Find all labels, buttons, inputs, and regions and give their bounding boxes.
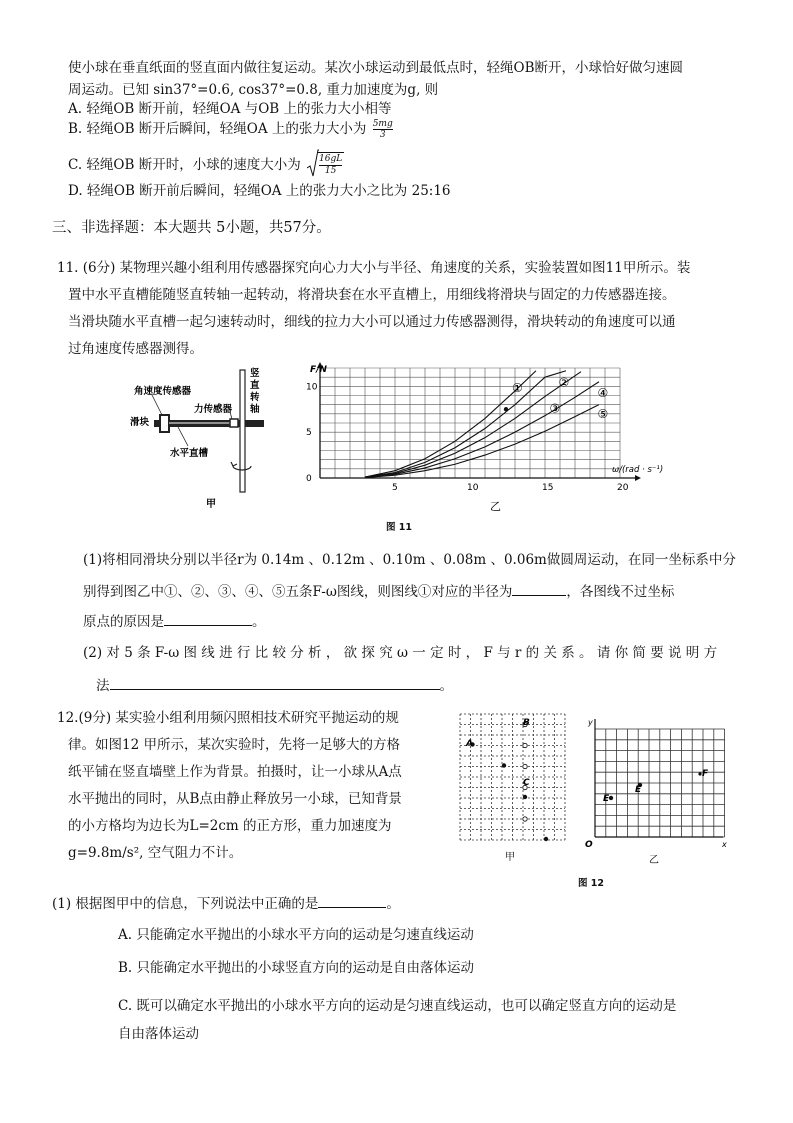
q11-line3: 当滑块随水平直槽一起匀速转动时，细线的拉力大小可以通过力传感器测得，滑块转动的角速度可以通 bbox=[68, 314, 676, 330]
axis-label-x: x bbox=[722, 840, 727, 849]
q11-line2: 置中水平直槽能随竖直转轴一起转动，将滑块套在水平直槽上，用细线将滑块与固定的力传感器连接。 bbox=[68, 287, 676, 303]
x-axis-label: ω/(rad · s⁻¹) bbox=[612, 465, 664, 475]
leader-line bbox=[178, 427, 188, 446]
fraction-numerator: 5mg bbox=[372, 119, 393, 129]
label-angular-sensor: 角速度传感器 bbox=[134, 386, 192, 397]
point-label-e: E bbox=[603, 794, 610, 804]
arrowhead-icon bbox=[231, 462, 237, 466]
x-axis-arrow-icon bbox=[635, 475, 641, 481]
ball-b-position bbox=[523, 743, 527, 747]
section-heading: 三、非选择题：本大题共 5小题，共57分。 bbox=[52, 220, 331, 236]
series-label-3: ③ bbox=[549, 401, 561, 416]
label-groove: 水平直槽 bbox=[170, 448, 209, 459]
answer-blank-radius[interactable] bbox=[512, 581, 566, 596]
fraction-denominator: 15 bbox=[324, 166, 337, 176]
q11-sub1-line2-text: 别得到图乙中①、②、③、④、⑤五条F-ω图线，则图线①对应的半径为 bbox=[83, 584, 513, 600]
q10-stem-line2: 周运动。已知 sin37°=0.6, cos37°=0.8, 重力加速度为g, 则 bbox=[68, 82, 439, 98]
point-label-c: C bbox=[523, 778, 530, 788]
label-jia: 甲 bbox=[206, 499, 216, 510]
q12-line4: 水平抛出的同时，从B点由静止释放另一小球，已知背景 bbox=[68, 791, 402, 807]
x-tick-label: 10 bbox=[467, 483, 479, 493]
y-axis-label: F/N bbox=[310, 365, 327, 375]
axis-label-y: y bbox=[588, 718, 593, 727]
q12-option-c-line1: C. 既可以确定水平抛出的小球水平方向的运动是匀速直线运动，也可以确定竖直方向的运动是 bbox=[118, 998, 677, 1014]
figure-12-yi bbox=[583, 715, 733, 870]
ball-positions bbox=[470, 722, 548, 841]
q11-sub2-line2-text: 法 bbox=[96, 678, 110, 694]
q12-line6: g=9.8m/s², 空气阻力不计。 bbox=[68, 845, 243, 861]
figure-11-caption: 图 11 bbox=[386, 522, 413, 533]
ball-b-position bbox=[523, 817, 527, 821]
sqrt-fraction bbox=[317, 152, 344, 177]
q11-sub2-line2-end: 。 bbox=[439, 678, 453, 694]
figure-12-jia bbox=[455, 708, 570, 868]
answer-blank-reason[interactable] bbox=[164, 611, 252, 626]
dashed-grid bbox=[460, 714, 565, 840]
q12-sub1 bbox=[52, 893, 400, 914]
q12-option-c-line2: 自由落体运动 bbox=[118, 1026, 199, 1042]
marked-point bbox=[504, 407, 508, 411]
solid-grid bbox=[595, 729, 725, 837]
point-label-e2: E bbox=[635, 785, 642, 795]
q11-line4: 过角速度传感器测得。 bbox=[68, 341, 203, 357]
slider-block bbox=[160, 415, 169, 432]
y-tick-label: 5 bbox=[306, 428, 312, 439]
figure-11-chart bbox=[290, 360, 675, 515]
q11-sub1-line3-text: 原点的原因是 bbox=[83, 614, 164, 630]
q10-option-b-fraction bbox=[373, 119, 393, 140]
force-sensor-box bbox=[230, 419, 238, 427]
label-axis-char: 竖 bbox=[250, 368, 260, 379]
label-force-sensor: 力传感器 bbox=[194, 404, 233, 415]
q12-option-b: B. 只能确定水平抛出的小球竖直方向的运动是自由落体运动 bbox=[118, 960, 475, 976]
point-label-f: F bbox=[702, 769, 709, 779]
q12-sub1-text: (1) 根据图甲中的信息，下列说法中正确的是 bbox=[52, 896, 319, 912]
q11-sub1-line3 bbox=[83, 611, 266, 632]
ball-b-position bbox=[523, 764, 527, 768]
chart-series bbox=[365, 371, 608, 478]
fraction-numerator: 16gL bbox=[319, 154, 343, 164]
ball-a-position bbox=[523, 795, 527, 799]
label-yi: 乙 bbox=[649, 855, 659, 866]
q12-option-a: A. 只能确定水平抛出的小球水平方向的运动是匀速直线运动 bbox=[118, 927, 474, 943]
series-label-2: ② bbox=[558, 375, 570, 390]
y-tick-label: 0 bbox=[306, 474, 312, 484]
chart-ticks bbox=[306, 382, 629, 493]
point-label-b: B bbox=[523, 718, 530, 728]
q11-sub1-line2-end: ，各图线不过坐标 bbox=[566, 584, 675, 600]
answer-blank-choice[interactable] bbox=[318, 893, 386, 908]
q10-option-d: D. 轻绳OB 断开前后瞬间，轻绳OA 上的张力大小之比为 25:16 bbox=[68, 183, 451, 199]
sqrt-sign-icon bbox=[307, 148, 319, 180]
q11-sub1-line1: (1)将相同滑块分别以半径r为 0.14m 、0.12m 、0.10m 、0.08m 、0.06m做圆周运动，在同一坐标系中分 bbox=[83, 552, 736, 568]
figure-12-caption: 图 12 bbox=[578, 878, 605, 889]
q12-line3: 纸平铺在竖直墙壁上作为背景。拍摄时，让一小球从A点 bbox=[68, 764, 402, 780]
x-tick-label: 20 bbox=[617, 483, 629, 493]
series-line-3 bbox=[365, 372, 581, 477]
series-line-4 bbox=[365, 382, 599, 478]
vertical-shaft bbox=[240, 370, 245, 492]
q11-sub2-line1: (2) 对 5 条 F-ω 图 线 进 行 比 较 分 析 ， 欲 探 究 ω 一 定 时 ， F 与 r 的 关 系 。 请 你 简 要 说 明 方 bbox=[83, 645, 718, 661]
series-line-1 bbox=[365, 371, 536, 477]
q10-option-b bbox=[68, 119, 393, 140]
q10-option-c-text: C. 轻绳OB 断开时，小球的速度大小为 bbox=[68, 157, 301, 173]
q11-sub1-line2 bbox=[83, 581, 674, 602]
ball-a-position bbox=[502, 763, 506, 767]
q10-option-a: A. 轻绳OB 断开前，轻绳OA 与OB 上的张力大小相等 bbox=[68, 101, 392, 117]
q12-line2: 律。如图12 甲所示，某次实验时，先将一足够大的方格 bbox=[68, 737, 400, 753]
q10-option-b-text: B. 轻绳OB 断开后瞬间，轻绳OA 上的张力大小为 bbox=[68, 121, 367, 137]
series-label-4: ④ bbox=[597, 385, 609, 400]
answer-blank-method[interactable] bbox=[110, 675, 440, 690]
q11-sub1-line3-end: 。 bbox=[252, 614, 266, 630]
chart-grid bbox=[320, 368, 620, 478]
y-tick-label: 10 bbox=[306, 382, 318, 393]
series-label-5: ⑤ bbox=[597, 406, 609, 421]
sqrt-expression bbox=[307, 152, 344, 179]
q12-line5: 的小方格均为边长为L=2cm 的正方形，重力加速度为 bbox=[68, 818, 392, 834]
q12-sub1-end: 。 bbox=[386, 896, 400, 912]
q11-line1: 11. (6分) 某物理兴趣小组利用传感器探究向心力大小与半径、角速度的关系，实验装置如图11甲所示。装 bbox=[57, 260, 691, 276]
figure-11-apparatus bbox=[130, 362, 280, 512]
point-label-a: A bbox=[466, 739, 473, 749]
q11-sub2-line2 bbox=[96, 675, 453, 696]
label-axis-char: 轴 bbox=[250, 404, 260, 415]
fraction-denominator: 3 bbox=[379, 130, 386, 140]
q12-line1: 12.(9分) 某实验小组利用频闪照相技术研究平抛运动的规 bbox=[57, 710, 399, 726]
x-tick-label: 5 bbox=[392, 483, 398, 493]
q10-stem-line1: 使小球在垂直纸面的竖直面内做往复运动。某次小球运动到最低点时，轻绳OB断开，小球恰好做匀速圆 bbox=[68, 60, 683, 76]
label-slider: 滑块 bbox=[130, 417, 150, 428]
label-yi: 乙 bbox=[490, 500, 501, 513]
leader-line bbox=[152, 395, 162, 415]
ball-a-position bbox=[544, 837, 548, 841]
point-e bbox=[609, 796, 613, 800]
q10-option-c bbox=[68, 152, 344, 179]
label-jia: 甲 bbox=[505, 852, 515, 863]
axis-label-o: O bbox=[585, 840, 593, 850]
label-axis-char: 转 bbox=[250, 392, 260, 403]
x-tick-label: 15 bbox=[542, 483, 554, 493]
series-label-1: ① bbox=[512, 381, 523, 396]
label-axis-char: 直 bbox=[250, 380, 260, 391]
